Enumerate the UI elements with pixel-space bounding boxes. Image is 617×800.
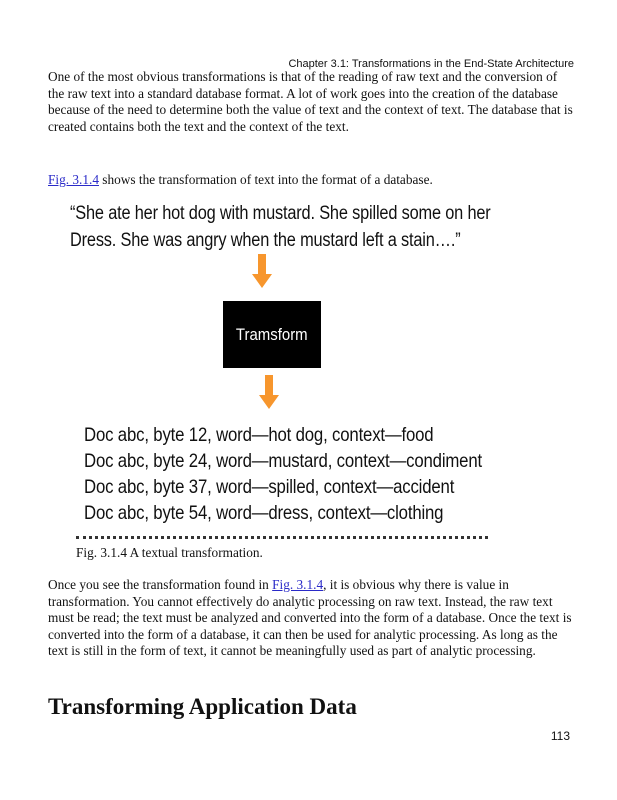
paragraph-intro: One of the most obvious transformations is that of the reading of raw text and the conversion of the raw text into a standard database format. A lot of work goes into the creation of the database because of the need to determine both the value of text and the context of text. The database that is created contains both the text and the context of the text.	[48, 69, 573, 134]
down-arrow-icon	[259, 375, 279, 409]
figure-link[interactable]: Fig. 3.1.4	[48, 172, 99, 187]
paragraph-figure-reference	[48, 172, 576, 189]
down-arrow-icon	[252, 254, 272, 288]
running-header: Chapter 3.1: Transformations in the End-State Architecture	[288, 58, 574, 70]
output-line: Doc abc, byte 37, word—spilled, context—accident	[84, 476, 455, 498]
paragraph-explanation-text-after: , it is obvious why there is value in transformation. You cannot effectively do analytic processing on raw text. Instead, the raw text must be read; the text must be analyzed and converted into the form of a database. Once the text is converted into the form of a database, it can then be used for analytic processing. As long as the text is still in the form of text, it cannot be meaningfully used as part of analytic processing.	[48, 577, 572, 658]
figure-output-list	[84, 422, 480, 526]
transform-box	[223, 301, 321, 368]
output-line: Doc abc, byte 24, word—mustard, context—condiment	[84, 450, 482, 472]
paragraph-figure-reference-text: shows the transformation of text into the format of a database.	[98, 172, 433, 187]
figure-quote-line-2: Dress. She was angry when the mustard left a stain….”	[70, 230, 461, 251]
figure-caption: Fig. 3.1.4 A textual transformation.	[76, 545, 263, 560]
output-line: Doc abc, byte 54, word—dress, context—clothing	[84, 502, 444, 524]
section-heading: Transforming Application Data	[48, 694, 357, 719]
figure-link[interactable]: Fig. 3.1.4	[272, 577, 324, 592]
paragraph-explanation-text-before: Once you see the transformation found in	[48, 577, 273, 592]
paragraph-explanation	[48, 577, 576, 660]
transform-box-label: Tramsform	[236, 324, 308, 344]
page-number: 113	[550, 729, 570, 743]
figure-divider	[76, 536, 488, 539]
figure-quote	[70, 200, 517, 254]
output-line: Doc abc, byte 12, word—hot dog, context—food	[84, 424, 434, 446]
figure-quote-line-1: “She ate her hot dog with mustard. She spilled some on her	[70, 203, 491, 224]
